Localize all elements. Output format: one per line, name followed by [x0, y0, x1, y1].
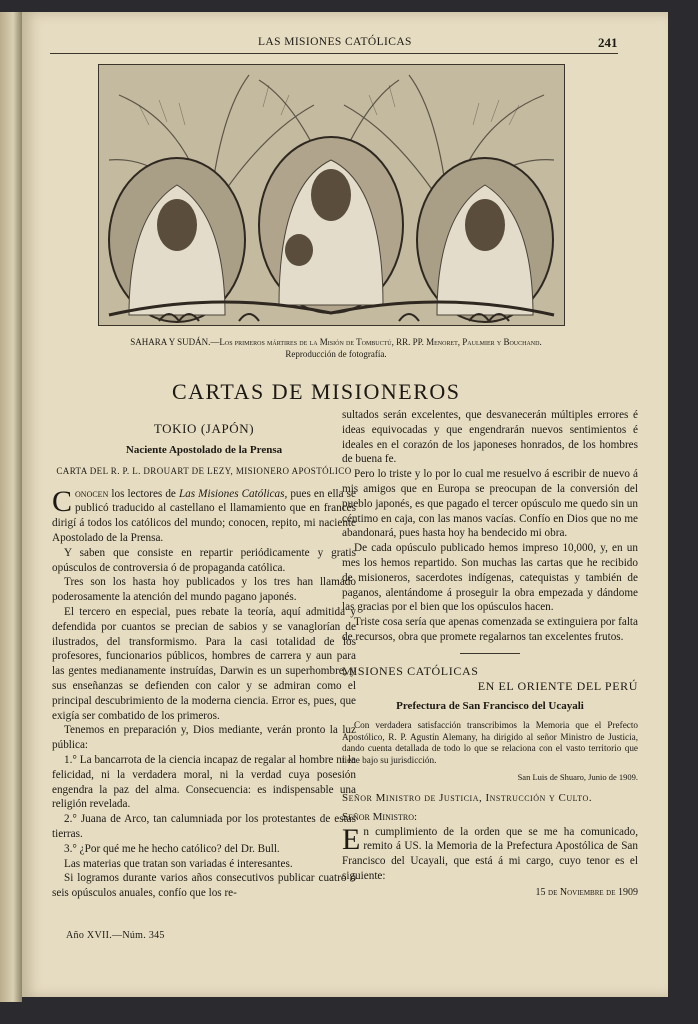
- journal-name-italic: Las Misiones Católicas,: [178, 487, 288, 500]
- paragraph: Las materias que tratan son variadas é interesantes.: [64, 857, 293, 870]
- article-subtitle: Naciente Apostolado de la Prensa: [125, 443, 283, 456]
- list-item: 2.° Juana de Arco, tan calumniada por los protestantes de estas tierras.: [52, 813, 356, 840]
- paragraph: Y saben que consiste en repartir periódicamente y gratis opúsculos de controversia ó de propaganda católica.: [52, 546, 356, 574]
- salutation: Señor Ministro:: [342, 810, 418, 823]
- paragraph: Pero lo triste y lo por lo cual me resuelvo á escribir de nuevo á mis amigos que en Europa se preocupan de la conversión del pueblo japonés, es que pagado el tercer opúsculo me quedo sin un céntimo en caja, con las manos vacías. Confío en Dios que no me abandonará, pues hasta hoy ha bendecido mi obra.: [342, 468, 638, 540]
- caption-note: Reproducción de fotografía.: [285, 349, 387, 359]
- date-line: 15 de Noviembre de 1909: [535, 886, 638, 898]
- place-date: San Luis de Shuaro, Junio de 1909.: [517, 772, 638, 783]
- paragraph: Tres son los hasta hoy publicados y los tres han llamado poderosamente la atención del mundo pagano japonés.: [52, 576, 356, 604]
- prefecture-title: Prefectura de San Francisco del Ucayali: [396, 700, 584, 713]
- caption-place: SAHARA Y SUDÁN.: [130, 337, 211, 347]
- paragraph: sultados serán excelentes, que desvanecerán múltiples errores é ideas equivocadas y que engendrarán nuevos sentimientos é ideales en el corazón de los japoneses honrados, de los hombres de buena fe.: [342, 409, 638, 466]
- document-page: [22, 12, 668, 997]
- drop-capital: E: [342, 822, 361, 856]
- article-heading-continued: EN EL ORIENTE DEL PERÚ: [477, 678, 638, 693]
- paragraph: De cada opúsculo publicado hemos impreso 10,000, y, en un mes los hemos repartido. Son muchas las cartas que he recibido de misioneros, sacerdotes indígenas, catequistas y también de paganos, alentándome á proseguir la obra empezada y dándome las gracias por el bien que los opúsculos hacen.: [342, 542, 638, 614]
- issue-number: Año XVII.—Núm. 345: [66, 930, 165, 941]
- header-rule: [50, 53, 618, 54]
- article-heading: MISIONES CATÓLICAS: [342, 663, 479, 678]
- paragraph: Triste cosa sería que apenas comenzada se extinguiera por falta de recursos, obra que promete regalarnos tan excelentes frutos.: [342, 616, 638, 643]
- right-column: [342, 408, 638, 901]
- caption-text: —Los primeros mártires de la Misión de Tombuctú, RR. PP. Menoret, Paulmier y Bouchand.: [210, 337, 542, 347]
- section-divider: [460, 653, 520, 654]
- paragraph: El tercero en especial, pues rebate la teoría, aquí admitida y defendida por cuantos se precian de sabios y se vanaglorían de ilustrados, del transformismo. Para la casi totalidad de los profesores, funcionarios públicos, hombres de carrera y aun para las gentes medianamente instruídas, Darwin es un superhombre, y sus enseñanzas se defienden con calor y se admiran como el principal descubrimiento de la moderna ciencia. Error es, pues, que exigía ser combatido de los primeros.: [52, 605, 356, 722]
- figure-caption: [86, 336, 586, 360]
- paragraph: Conocen los lectores de Las Misiones Católicas, pues en ella se publicó traducido al castellano el llamamiento que en francés dirigí á todos los católicos del mundo; conocen, repito, mi naciente Apostolado de la Prensa.: [52, 484, 356, 544]
- facing-page-edge: [0, 12, 22, 1002]
- editor-intro: Con verdadera satisfacción transcribimos la Memoria que el Prefecto Apostólico, R. P. Agustín Alemany, ha dirigido al señor Ministro de Justicia, dando cuenta detallada de todo lo que se relaciona con el vasto territorio que tiene bajo su jurisdicción.: [342, 720, 638, 765]
- addressee: Señor Ministro de Justicia, Instrucción y Culto.: [342, 791, 593, 804]
- engraving-martyrs: [98, 64, 565, 326]
- paragraph: Tenemos en preparación y, Dios mediante, verán pronto la luz pública:: [52, 724, 356, 752]
- article-author: CARTA DEL R. P. L. DROUART DE LEZY, MISIONERO APOSTÓLICO: [56, 465, 352, 476]
- list-item: 3.° ¿Por qué me he hecho católico? del Dr. Bull.: [64, 842, 280, 855]
- section-title: CARTAS DE MISIONEROS: [172, 379, 461, 404]
- running-header: [22, 36, 668, 56]
- page-number: 241: [598, 35, 618, 50]
- journal-title: LAS MISIONES CATÓLICAS: [258, 36, 412, 48]
- paragraph: Si logramos durante varios años consecutivos publicar cuatro ó seis opúsculos anuales, confío que los re-: [52, 872, 356, 900]
- left-column: [52, 422, 356, 901]
- article-place: TOKIO (JAPÓN): [153, 421, 255, 436]
- letter-paragraph: En cumplimiento de la orden que se me ha comunicado, remito á US. la Memoria de la Prefectura Apostólica de San Francisco del Ucayali, que está á mi cargo, cuyo tenor es el siguiente:: [342, 822, 638, 882]
- list-item: 1.° La bancarrota de la ciencia incapaz de regalar al hombre ni la felicidad, ni la verdadera moral, ni la verdad cuya posesión engendra la paz del alma. Consecuencia: es indispensable una religión revelada.: [52, 753, 356, 811]
- drop-capital: C: [52, 484, 73, 518]
